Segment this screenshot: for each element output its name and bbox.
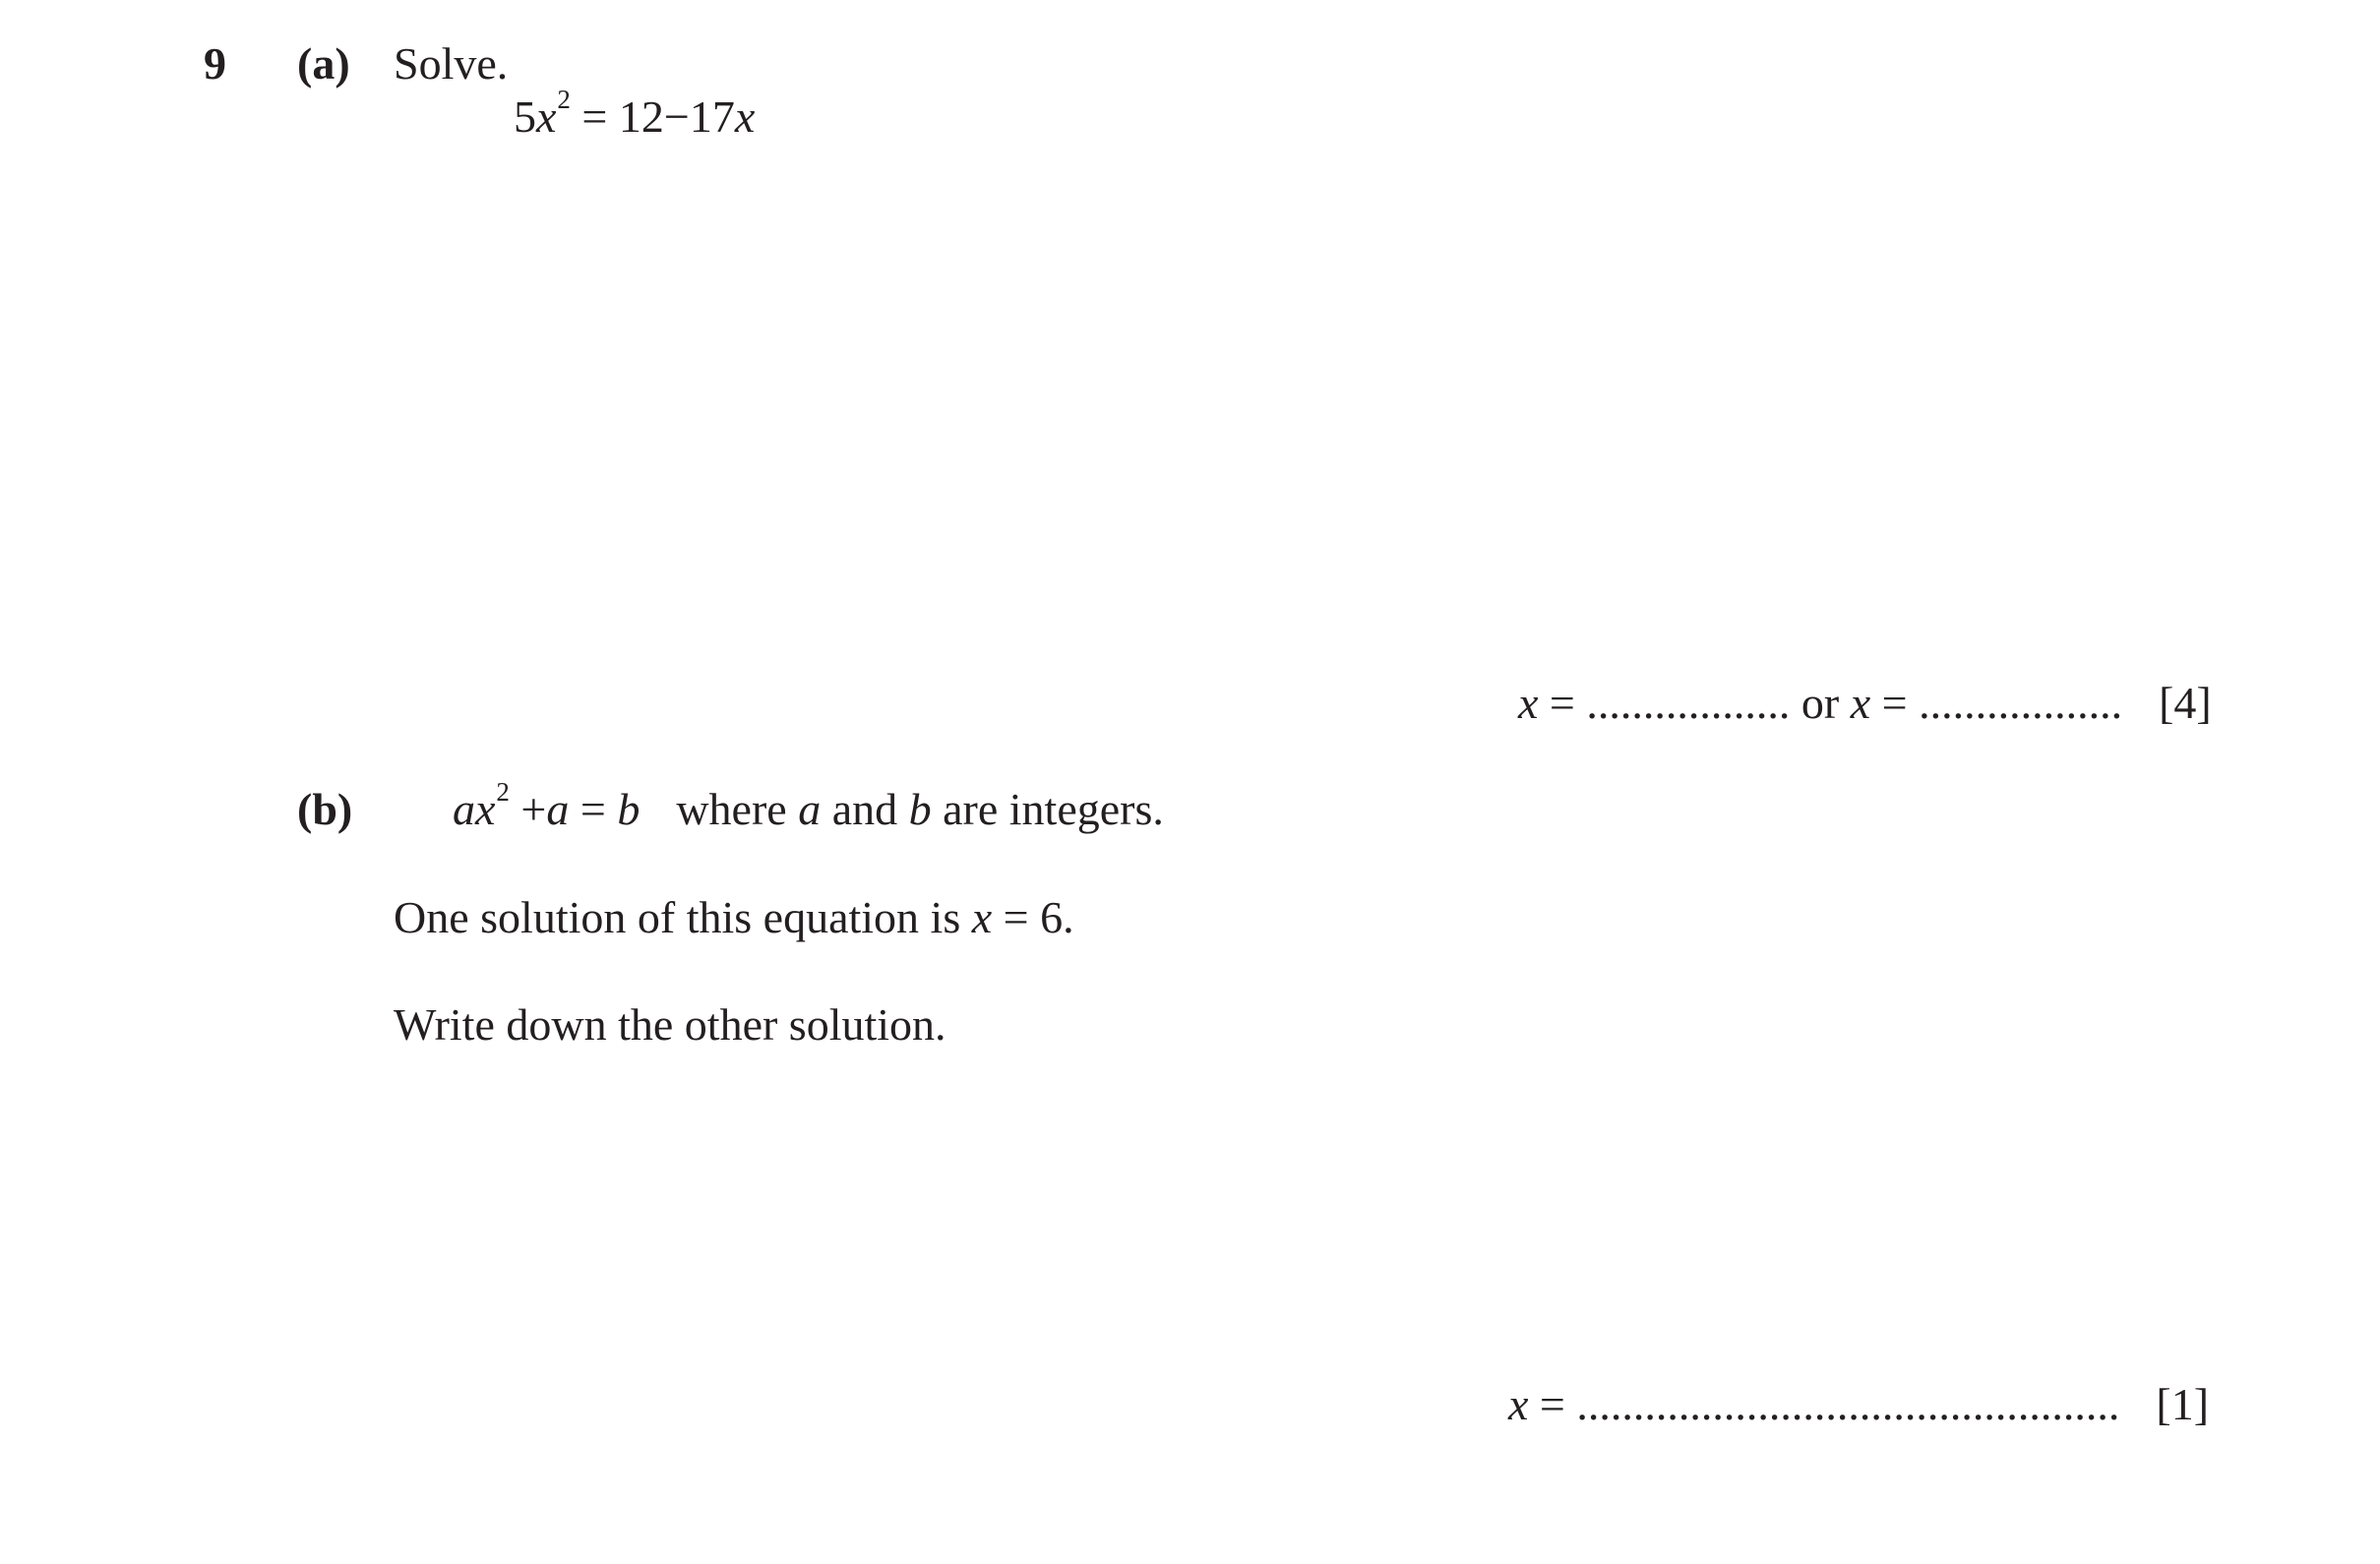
part-a-instruction: Solve.: [394, 38, 509, 89]
eq-b-plus: +: [520, 784, 547, 834]
part-b-where: where: [676, 784, 787, 834]
part-b-var-a: a: [798, 784, 822, 834]
answer-a-marks: [4]: [2159, 678, 2212, 728]
part-a-label: (a): [297, 38, 350, 89]
eq-b-equals: =: [580, 784, 606, 834]
eq-a-lhs-coeff: 5: [514, 91, 536, 142]
answer-a-or: or: [1800, 678, 1840, 728]
eq-a-lhs-var: x: [536, 91, 557, 142]
eq-a-rhs-const: 12: [618, 91, 664, 142]
sentence-1-text: One solution of this equation is: [394, 892, 961, 942]
eq-b-b: b: [617, 784, 641, 834]
part-b-integers: are integers.: [943, 784, 1164, 834]
answer-a-eq1: =: [1549, 678, 1575, 728]
part-b-and: and: [831, 784, 898, 834]
eq-a-lhs-exp: 2: [557, 85, 571, 114]
part-b-equation-line: [453, 777, 1164, 834]
sentence-1-var: x: [971, 892, 993, 942]
answer-b-var: x: [1508, 1379, 1529, 1429]
answer-b-marks: [1]: [2156, 1379, 2210, 1429]
answer-a-blank-2[interactable]: ..................: [1919, 678, 2123, 728]
eq-a-rhs-coeff: 17: [689, 91, 735, 142]
eq-b-a1: a: [453, 784, 475, 834]
answer-a-var1: x: [1518, 678, 1539, 728]
part-b-sentence-2: Write down the other solution.: [394, 999, 946, 1050]
answer-b-eq: =: [1539, 1379, 1565, 1429]
eq-b-a2: a: [546, 784, 570, 834]
answer-a-eq2: =: [1881, 678, 1908, 728]
answer-b-blank[interactable]: ................................................: [1576, 1379, 2120, 1429]
sentence-1-eq: = 6.: [1003, 892, 1074, 942]
part-a-answer-line: [1518, 678, 2212, 728]
eq-b-exp: 2: [496, 777, 510, 807]
eq-b-x: x: [475, 784, 496, 834]
part-b-label: (b): [297, 784, 353, 834]
part-a-equation: [514, 85, 756, 142]
eq-a-equals: =: [581, 91, 608, 142]
part-b-answer-line: [1508, 1379, 2210, 1429]
answer-a-var2: x: [1850, 678, 1871, 728]
question-number: 9: [204, 38, 226, 89]
eq-a-minus: −: [663, 91, 690, 142]
part-b-sentence-1: [394, 892, 1074, 942]
part-b-var-b: b: [908, 784, 932, 834]
answer-a-blank-1[interactable]: ..................: [1586, 678, 1791, 728]
eq-a-rhs-var: x: [734, 91, 756, 142]
